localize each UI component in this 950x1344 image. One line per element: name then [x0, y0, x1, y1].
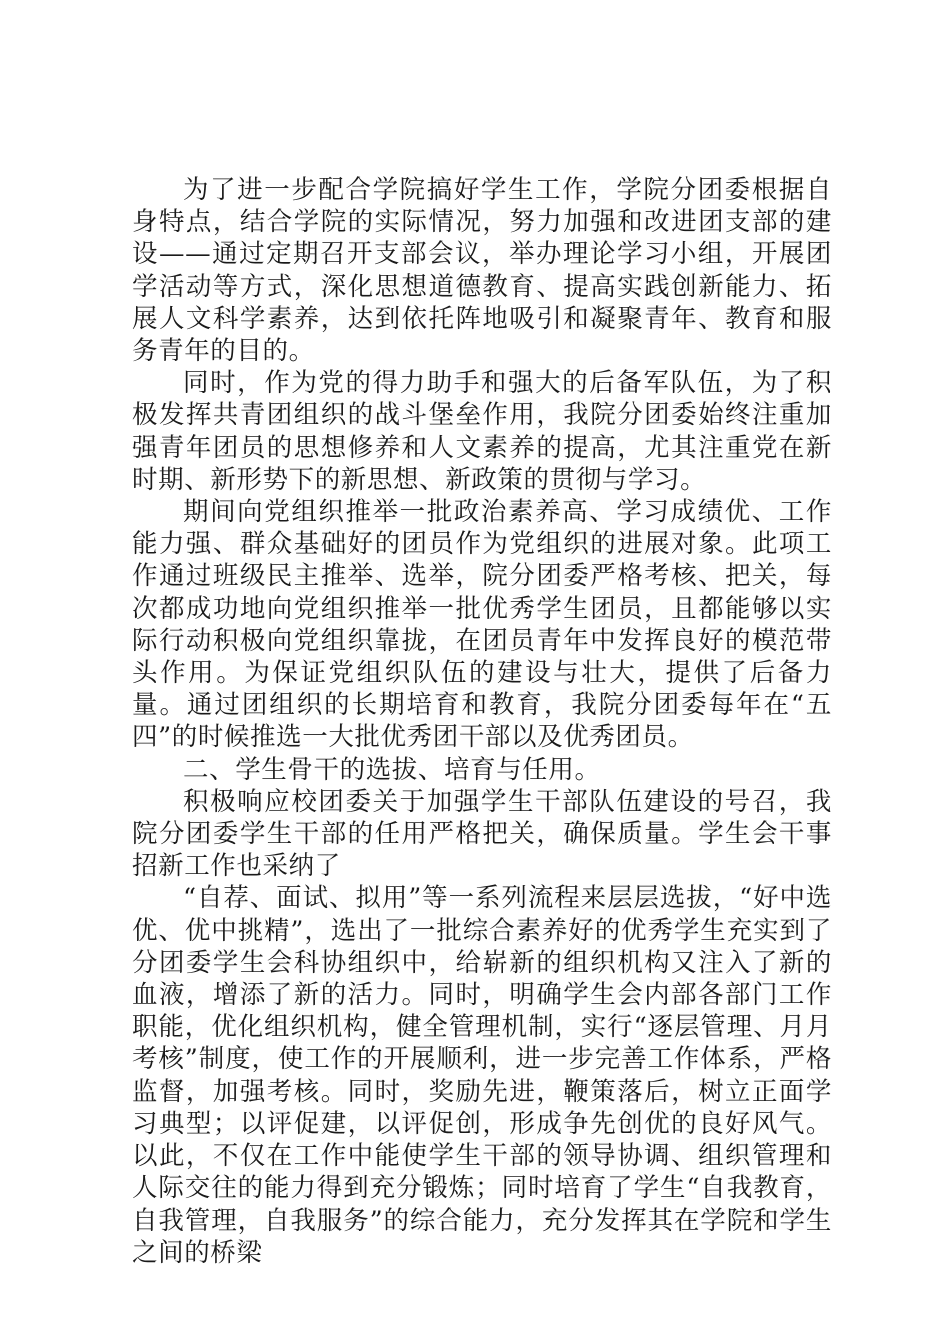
- document-body: [132, 174, 832, 1269]
- paragraph: 为了进一步配合学院搞好学生工作，学院分团委根据自身特点，结合学院的实际情况，努力加强和改进团支部的建设——通过定期召开支部会议，举办理论学习小组，开展团学活动等方式，深化思想道德教育、提高实践创新能力、拓展人文科学素养，达到依托阵地吸引和凝聚青年、教育和服务青年的目的。: [132, 175, 832, 367]
- paragraph: “自荐、面试、拟用”等一系列流程来层层选拔，“好中选优、优中挑精”，选出了一批综合素养好的优秀学生充实到了分团委学生会科协组织中，给崭新的组织机构又注入了新的血液，增添了新的活力。同时，明确学生会内部各部门工作职能，优化组织机构，健全管理机制，实行“逐层管理、月月考核”制度，使工作的开展顺利，进一步完善工作体系，严格监督，加强考核。同时，奖励先进，鞭策落后，树立正面学习典型；以评促建，以评促创，形成争先创优的良好风气。以此，不仅在工作中能使学生干部的领导协调、组织管理和人际交往的能力得到充分锻炼；同时培育了学生“自我教育，自我管理，自我服务”的综合能力，充分发挥其在学院和学生之间的桥梁: [132, 883, 832, 1268]
- paragraph: 期间向党组织推举一批政治素养高、学习成绩优、工作能力强、群众基础好的团员作为党组织的进展对象。此项工作通过班级民主推举、选举，院分团委严格考核、把关，每次都成功地向党组织推举一批优秀学生团员，且都能够以实际行动积极向党组织靠拢，在团员青年中发挥良好的模范带头作用。为保证党组织队伍的建设与壮大，提供了后备力量。通过团组织的长期培育和教育，我院分团委每年在“五四”的时候推选一大批优秀团干部以及优秀团员。: [132, 497, 832, 753]
- paragraph: 同时，作为党的得力助手和强大的后备军队伍，为了积极发挥共青团组织的战斗堡垒作用，我院分团委始终注重加强青年团员的思想修养和人文素养的提高，尤其注重党在新时期、新形势下的新思想、新政策的贯彻与学习。: [132, 368, 832, 495]
- section-heading: 二、学生骨干的选拔、培育与任用。: [183, 754, 601, 785]
- paragraph: 积极响应校团委关于加强学生干部队伍建设的号召，我院分团委学生干部的任用严格把关，确保质量。学生会干事招新工作也采纳了: [132, 786, 832, 882]
